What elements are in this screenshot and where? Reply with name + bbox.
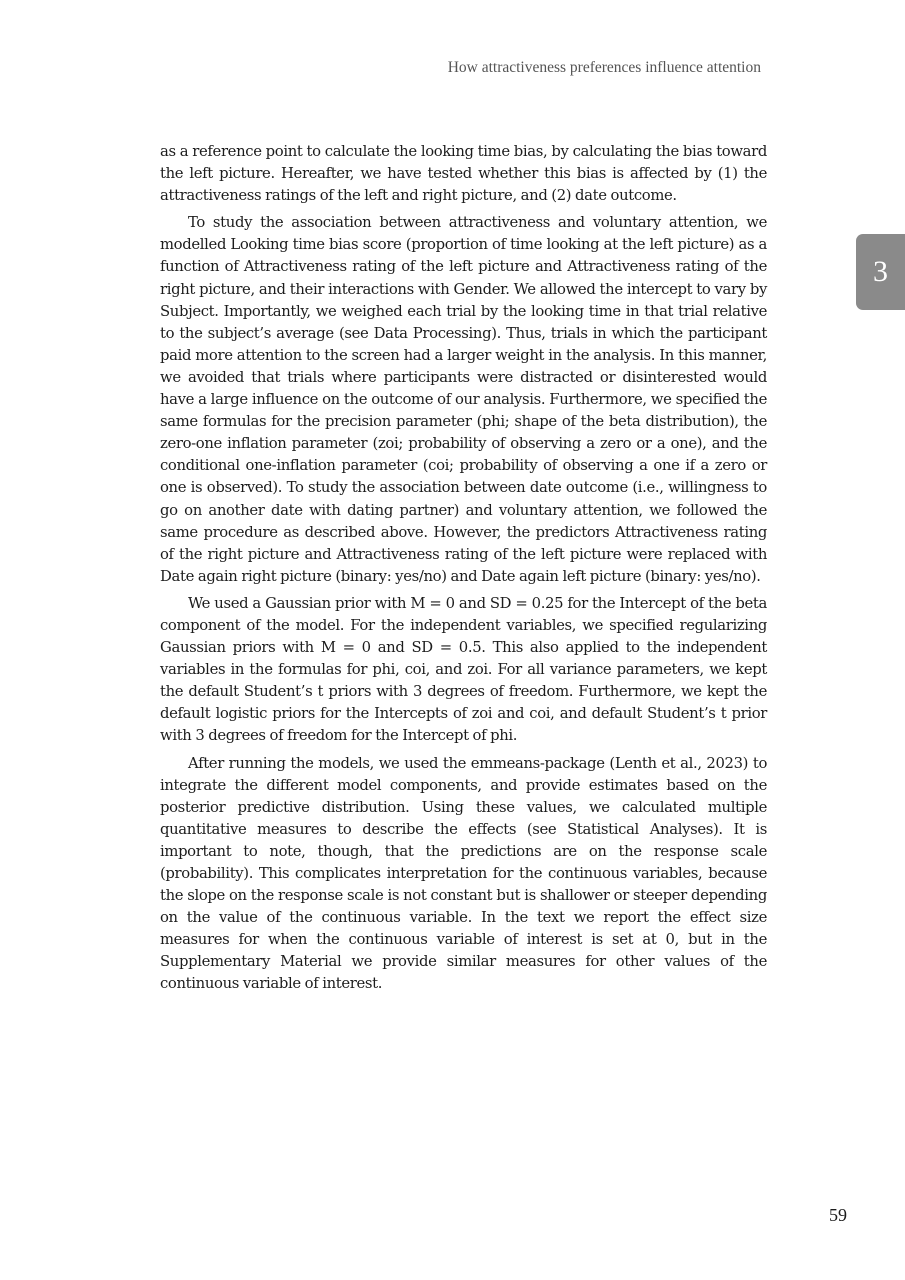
paragraph-4: After running the models, we used the emmeans-package (Lenth et al., 2023) to integrate the different model components, and provide estimates based on the posterior predictive distribution. Using these values, we calculated multiple quantitative measures to describe the effects (see Statistical Analyses). It is important to note, though, that the predictions are on the response scale (probability). This complicates interpretation for the continuous variables, because the slope on the response scale is not constant but is shallower or steeper depending on the value of the continuous variable. In the text we report the effect size measures for when the continuous variable of interest is set at 0, but in the Supplementary Material we provide similar measures for other values of the continuous variable of interest. — [160, 754, 767, 993]
paragraph-3: We used a Gaussian prior with M = 0 and SD = 0.25 for the Intercept of the beta component of the model. For the independent variables, we specified regularizing Gaussian priors with M = 0 and SD = 0.5. This also applied to the independent variables in the formulas for phi, coi, and zoi. For all variance parameters, we kept the default Student’s t priors with 3 degrees of freedom. Furthermore, we kept the default logistic priors for the Intercepts of zoi and coi, and default Student’s t prior with 3 degrees of freedom for the Intercept of phi. — [160, 594, 767, 745]
body-text — [160, 141, 767, 996]
paragraph-2: To study the association between attractiveness and voluntary attention, we modelled Looking time bias score (proportion of time looking at the left picture) as a function of Attractiveness rating of the left picture and Attractiveness rating of the right picture, and their interactions with Gender. We allowed the intercept to vary by Subject. Importantly, we weighed each trial by the looking time in that trial relative to the subject’s average (see Data Processing). Thus, trials in which the participant paid more attention to the screen had a larger weight in the analysis. In this manner, we avoided that trials where participants were distracted or disinterested would have a large influence on the outcome of our analysis. Furthermore, we specified the same formulas for the precision parameter (phi; shape of the beta distribution), the zero-one inflation parameter (zoi; probability of observing a zero or a one), and the conditional one-inflation parameter (coi; probability of observing a one if a zero or one is observed). To study the association between date outcome (i.e., willingness to go on another date with dating partner) and voluntary attention, we followed the same procedure as described above. However, the predictors Attractiveness rating of the right picture and Attractiveness rating of the left picture were replaced with Date again right picture (binary: yes/no) and Date again left picture (binary: yes/no). — [160, 214, 767, 585]
page-number: 59 — [829, 1205, 847, 1225]
paragraph-1: as a reference point to calculate the looking time bias, by calculating the bias toward the left picture. Hereafter, we have tested whether this bias is affected by (1) the attractiveness ratings of the left and right picture, and (2) date outcome. — [160, 143, 767, 205]
chapter-tab: 3 — [856, 234, 905, 310]
running-head: How attractiveness preferences influence attention — [447, 59, 761, 76]
